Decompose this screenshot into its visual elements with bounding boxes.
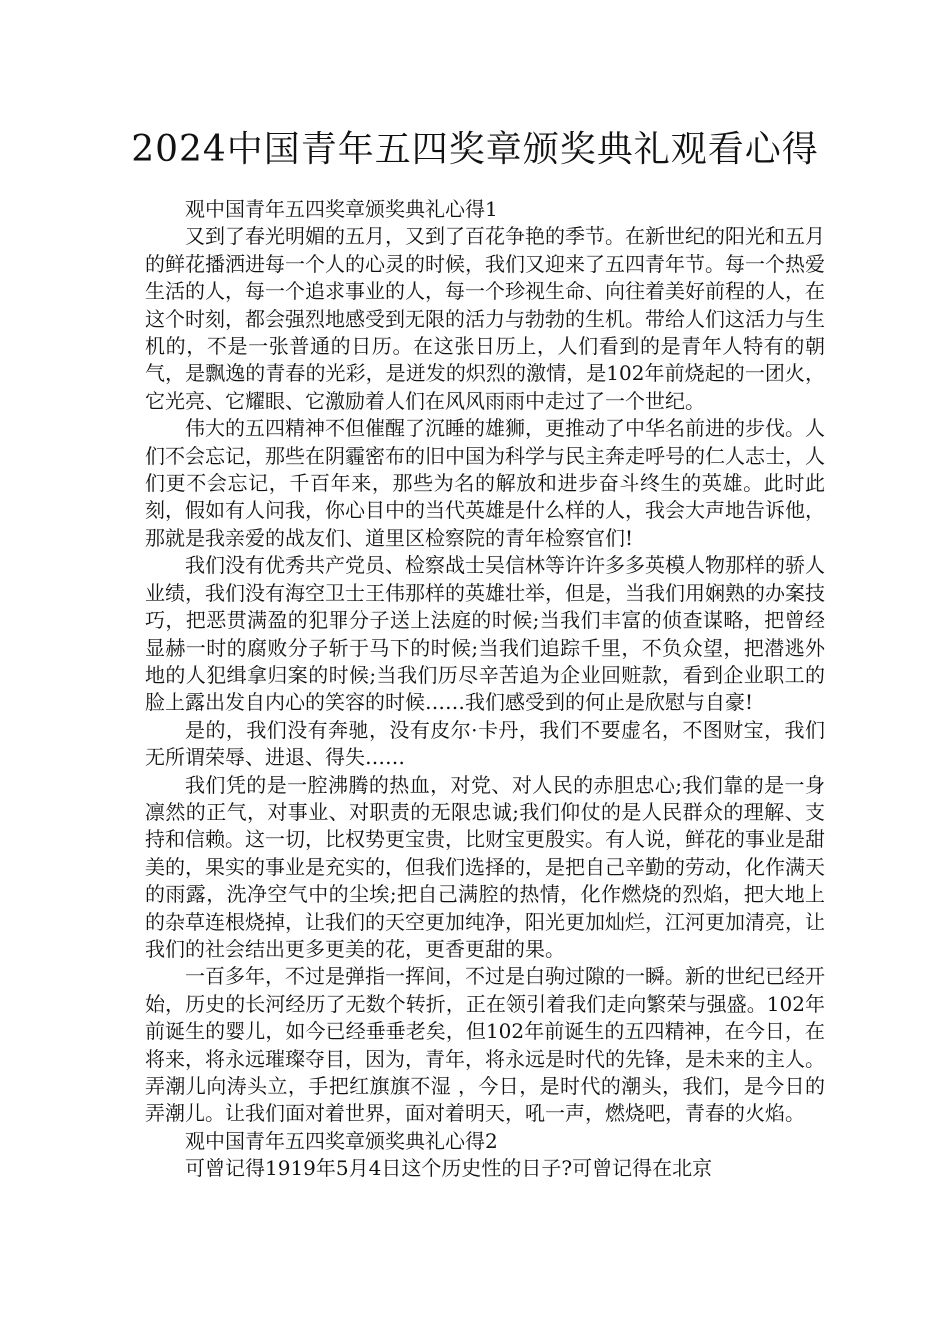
body-paragraph: 我们没有优秀共产党员、检察战士吴信林等许许多多英模人物那样的骄人业绩，我们没有海空卫士王伟那样的英雄壮举，但是，当我们用娴熟的办案技巧，把恶贯满盈的犯罪分子送上法庭的时候;当我们丰富的侦查谋略，把曾经显赫一时的腐败分子斩于马下的时候;当我们追踪千里，不负众望，把潜逃外地的人犯缉拿归案的时候;当我们历尽辛苦追为企业回赃款，看到企业职工的脸上露出发自内心的笑容的时候……我们感受到的何止是欣慰与自豪!: [145, 553, 825, 715]
body-paragraph: 我们凭的是一腔沸腾的热血，对党、对人民的赤胆忠心;我们靠的是一身凛然的正气，对事业、对职责的无限忠诚;我们仰仗的是人民群众的理解、支持和信赖。这一切，比权势更宝贵，比财宝更殷实。有人说，鲜花的事业是甜美的，果实的事业是充实的，但我们选择的，是把自己辛勤的劳动，化作满天的雨露，洗净空气中的尘埃;把自己满腔的热情，化作燃烧的烈焰，把大地上的杂草连根烧掉，让我们的天空更加纯净，阳光更加灿烂，江河更加清亮，让我们的社会结出更多更美的花，更香更甜的果。: [145, 772, 825, 961]
body-paragraph: 一百多年，不过是弹指一挥间，不过是白驹过隙的一瞬。新的世纪已经开始，历史的长河经历了无数个转折，正在领引着我们走向繁荣与强盛。102年前诞生的婴儿，如今已经垂垂老矣，但102年前诞生的五四精神，在今日，在将来，将永远璀璨夺目，因为，青年，将永远是时代的先锋，是未来的主人。 弄潮儿向涛头立，手把红旗旗不湿 ，今日，是时代的潮头，我们，是今日的弄潮儿。让我们面对着世界，面对着明天，吼一声，燃烧吧，青春的火焰。: [145, 964, 825, 1126]
body-paragraph: 可曾记得1919年5月4日这个历史性的日子?可曾记得在北京: [185, 1156, 713, 1181]
document-title: 2024中国青年五四奖章颁奖典礼观看心得: [131, 129, 819, 170]
body-paragraph: 伟大的五四精神不但催醒了沉睡的雄狮，更推动了中华名前进的步伐。人们不会忘记，那些在阴霾密布的旧中国为科学与民主奔走呼号的仁人志士，人们更不会忘记，千百年来，那些为名的解放和进步奋斗终生的英雄。此时此刻，假如有人问我，你心目中的当代英雄是什么样的人，我会大声地告诉他，那就是我亲爱的战友们、道里区检察院的青年检察官们!: [145, 416, 825, 550]
body-paragraph: 是的，我们没有奔驰，没有皮尔·卡丹，我们不要虚名，不图财宝，我们无所谓荣辱、进退、得失……: [145, 717, 825, 770]
section-heading-1: 观中国青年五四奖章颁奖典礼心得1: [185, 197, 498, 221]
document-body: [145, 196, 825, 1183]
section-heading-2: 观中国青年五四奖章颁奖典礼心得2: [185, 1128, 498, 1153]
body-paragraph: 又到了春光明媚的五月，又到了百花争艳的季节。在新世纪的阳光和五月的鲜花播洒进每一个人的心灵的时候，我们又迎来了五四青年节。每一个热爱生活的人，每一个追求事业的人，每一个珍视生命、向往着美好前程的人，在这个时刻，都会强烈地感受到无限的活力与勃勃的生机。带给人们这活力与生机的，不是一张普通的日历。在这张日历上，人们看到的是青年人特有的朝气，是飘逸的青春的光彩，是迸发的炽烈的激情，是102年前烧起的一团火，它光亮、它耀眼、它激励着人们在风风雨雨中走过了一个世纪。: [145, 224, 825, 413]
